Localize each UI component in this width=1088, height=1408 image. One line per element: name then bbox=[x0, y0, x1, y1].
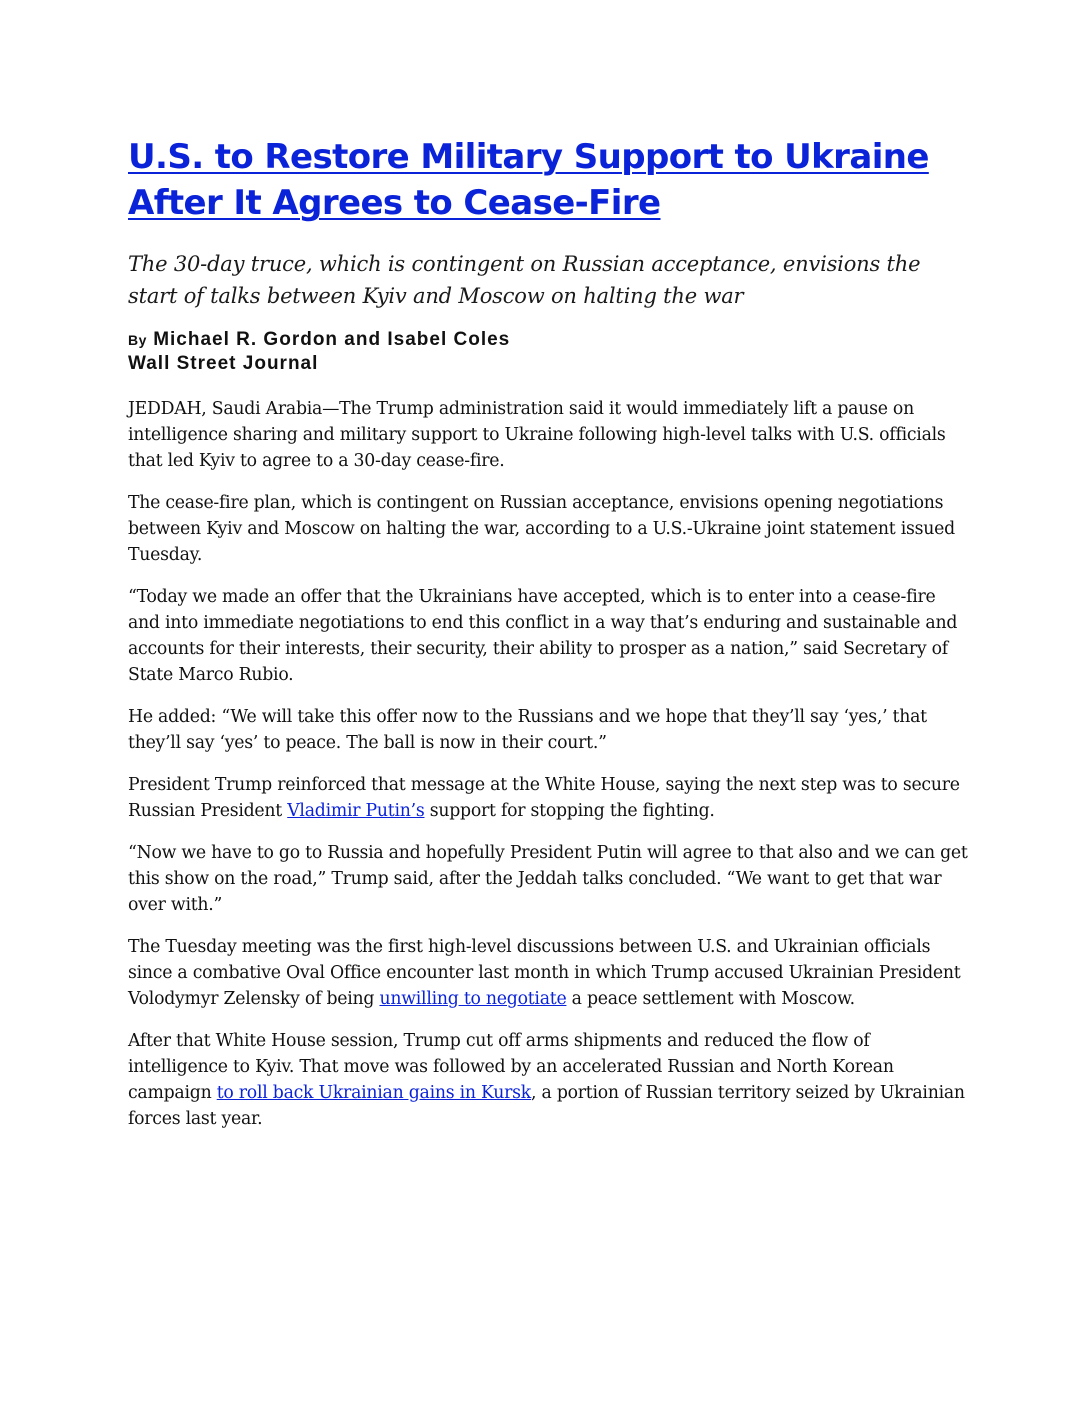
paragraph-1: JEDDAH, Saudi Arabia—The Trump administration said it would immediately lift a pause on intelligence sharing and military support to Ukraine following high-level talks with U.S. officials that led Kyiv to agree to a 30-day cease-fire. bbox=[128, 399, 946, 471]
byline-authors: Michael R. Gordon and Isabel Coles bbox=[153, 329, 511, 350]
paragraph-2: The cease-fire plan, which is contingent on Russian acceptance, envisions opening negotiations between Kyiv and Moscow on halting the war, according to a U.S.-Ukraine joint statement issued Tuesday. bbox=[128, 493, 955, 565]
paragraph-8 bbox=[128, 1028, 968, 1132]
headline-link[interactable]: U.S. to Restore Military Support to Ukraine After It Agrees to Cease-Fire bbox=[128, 137, 929, 223]
paragraph-7-text-before: The Tuesday meeting was the first high-level discussions between U.S. and Ukrainian officials since a combative Oval Office encounter last month in which Trump accused Ukrainian President Volodymyr Zelensky of being bbox=[128, 937, 961, 1009]
paragraph-6: “Now we have to go to Russia and hopefully President Putin will agree to that also and we can get this show on the road,” Trump said, after the Jeddah talks concluded. “We want to get that war over with.” bbox=[128, 843, 968, 915]
unwilling-to-negotiate-link[interactable]: unwilling to negotiate bbox=[379, 989, 567, 1009]
article-headline bbox=[128, 134, 968, 226]
article-subhead: The 30-day truce, which is contingent on Russian acceptance, envisions the start of talks between Kyiv and Moscow on halting the war bbox=[128, 252, 921, 308]
article bbox=[128, 134, 968, 1148]
putin-link[interactable]: Vladimir Putin’s bbox=[287, 801, 425, 821]
byline bbox=[128, 328, 968, 376]
paragraph-7-text-after: a peace settlement with Moscow. bbox=[566, 989, 855, 1009]
paragraph-3: “Today we made an offer that the Ukrainians have accepted, which is to enter into a cease-fire and into immediate negotiations to end this conflict in a way that’s enduring and sustainable and accounts for their interests, their security, their ability to prosper as a nation,” said Secretary of State Marco Rubio. bbox=[128, 587, 958, 685]
paragraph-4: He added: “We will take this offer now to the Russians and we hope that they’ll say ‘yes,’ that they’ll say ‘yes’ to peace. The ball is now in their court.” bbox=[128, 707, 927, 753]
paragraph-5-text-before: President Trump reinforced that message at the White House, saying the next step was to secure Russian President bbox=[128, 775, 960, 821]
paragraph-5-text-after: support for stopping the fighting. bbox=[424, 801, 715, 821]
paragraph-8-text-after: , a portion of Russian territory seized by Ukrainian forces last year. bbox=[128, 1083, 965, 1129]
publication-name: Wall Street Journal bbox=[128, 353, 319, 374]
kursk-link[interactable]: to roll back Ukrainian gains in Kursk bbox=[216, 1083, 532, 1103]
paragraph-5 bbox=[128, 772, 968, 824]
paragraph-8-text-before: After that White House session, Trump cut off arms shipments and reduced the flow of intelligence to Kyiv. That move was followed by an accelerated Russian and North Korean campaign bbox=[128, 1031, 894, 1103]
article-body bbox=[128, 396, 968, 1132]
byline-prefix: By bbox=[128, 332, 147, 348]
paragraph-7 bbox=[128, 934, 968, 1012]
